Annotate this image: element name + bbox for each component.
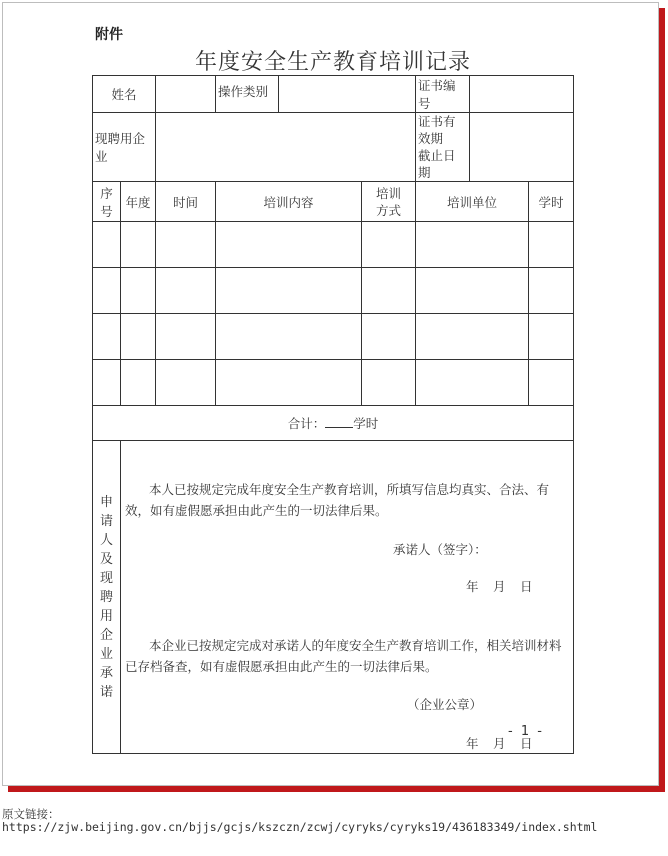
total-suffix: 学时 xyxy=(353,416,379,431)
cell-organization[interactable] xyxy=(416,314,529,360)
table-row xyxy=(93,314,574,360)
certificate-expiry-label-line2: 截止日期 xyxy=(418,148,456,180)
cell-content[interactable] xyxy=(216,314,362,360)
company-seal-label: （企业公章） xyxy=(407,697,483,712)
employer-value[interactable] xyxy=(156,113,416,182)
column-header-index: 序号 xyxy=(93,182,121,222)
employer-label: 现聘用企业 xyxy=(93,113,156,182)
cell-index[interactable] xyxy=(93,268,121,314)
cell-method[interactable] xyxy=(362,360,416,406)
operation-type-value[interactable] xyxy=(279,76,416,113)
document-page xyxy=(2,2,659,786)
promise-side-label: 申 请 人 及 现 聘 用 企 业 承 诺 xyxy=(93,441,121,754)
cell-hours[interactable] xyxy=(529,314,574,360)
column-header-time: 时间 xyxy=(156,182,216,222)
name-label: 姓名 xyxy=(93,76,156,113)
cell-year[interactable] xyxy=(121,360,156,406)
cell-year[interactable] xyxy=(121,222,156,268)
cell-year[interactable] xyxy=(121,268,156,314)
certificate-number-label: 证书编号 xyxy=(416,76,470,113)
total-prefix: 合计： xyxy=(287,416,326,431)
promise-cell xyxy=(121,441,574,754)
cell-year[interactable] xyxy=(121,314,156,360)
training-record-table xyxy=(92,75,574,754)
column-header-content: 培训内容 xyxy=(216,182,362,222)
cell-time[interactable] xyxy=(156,268,216,314)
cell-index[interactable] xyxy=(93,314,121,360)
source-url[interactable]: https://zjw.beijing.gov.cn/bjjs/gcjs/kszczn/zcwj/cyryks/cyryks19/436183349/index.shtml xyxy=(2,820,598,834)
cell-time[interactable] xyxy=(156,314,216,360)
signature-label: 承诺人（签字）： xyxy=(393,542,487,557)
column-header-row xyxy=(93,182,574,222)
cell-organization[interactable] xyxy=(416,222,529,268)
company-date-label: 年 月 日 xyxy=(466,736,534,751)
operation-type-label: 操作类别 xyxy=(216,76,279,113)
cell-method[interactable] xyxy=(362,222,416,268)
column-header-method-line1: 培训 xyxy=(376,185,402,201)
personal-commitment-text: 本人已按规定完成年度安全生产教育培训，所填写信息均真实、合法、有效，如有虚假愿承担由此产生的一切法律后果。 xyxy=(125,482,550,518)
cell-content[interactable] xyxy=(216,360,362,406)
cell-hours[interactable] xyxy=(529,222,574,268)
source-link-block xyxy=(2,808,666,834)
source-label: 原文链接： xyxy=(2,807,60,821)
cell-organization[interactable] xyxy=(416,360,529,406)
column-header-year: 年度 xyxy=(121,182,156,222)
certificate-expiry-label-line1: 证书有效期 xyxy=(418,114,456,146)
total-hours-blank[interactable] xyxy=(325,415,353,428)
cell-hours[interactable] xyxy=(529,360,574,406)
cell-organization[interactable] xyxy=(416,268,529,314)
table-row xyxy=(93,222,574,268)
column-header-method-line2: 方式 xyxy=(376,202,402,218)
certificate-number-value[interactable] xyxy=(470,76,574,113)
document-title: 年度安全生产教育培训记录 xyxy=(194,50,471,75)
certificate-expiry-value[interactable] xyxy=(470,113,574,182)
cell-time[interactable] xyxy=(156,222,216,268)
table-row xyxy=(93,360,574,406)
personal-date-label: 年 月 日 xyxy=(466,579,534,594)
cell-hours[interactable] xyxy=(529,268,574,314)
cell-method[interactable] xyxy=(362,314,416,360)
cell-time[interactable] xyxy=(156,360,216,406)
name-value[interactable] xyxy=(156,76,216,113)
cell-index[interactable] xyxy=(93,222,121,268)
column-header-organization: 培训单位 xyxy=(416,182,529,222)
cell-content[interactable] xyxy=(216,222,362,268)
page-number: - 1 - xyxy=(508,724,544,739)
attachment-label: 附件 xyxy=(95,27,123,43)
cell-index[interactable] xyxy=(93,360,121,406)
company-commitment-text: 本企业已按规定完成对承诺人的年度安全生产教育培训工作，相关培训材料已存档备查，如有虚假愿承担由此产生的一切法律后果。 xyxy=(125,638,562,674)
total-row xyxy=(93,406,574,441)
cell-method[interactable] xyxy=(362,268,416,314)
column-header-hours: 学时 xyxy=(529,182,574,222)
table-row xyxy=(93,268,574,314)
cell-content[interactable] xyxy=(216,268,362,314)
